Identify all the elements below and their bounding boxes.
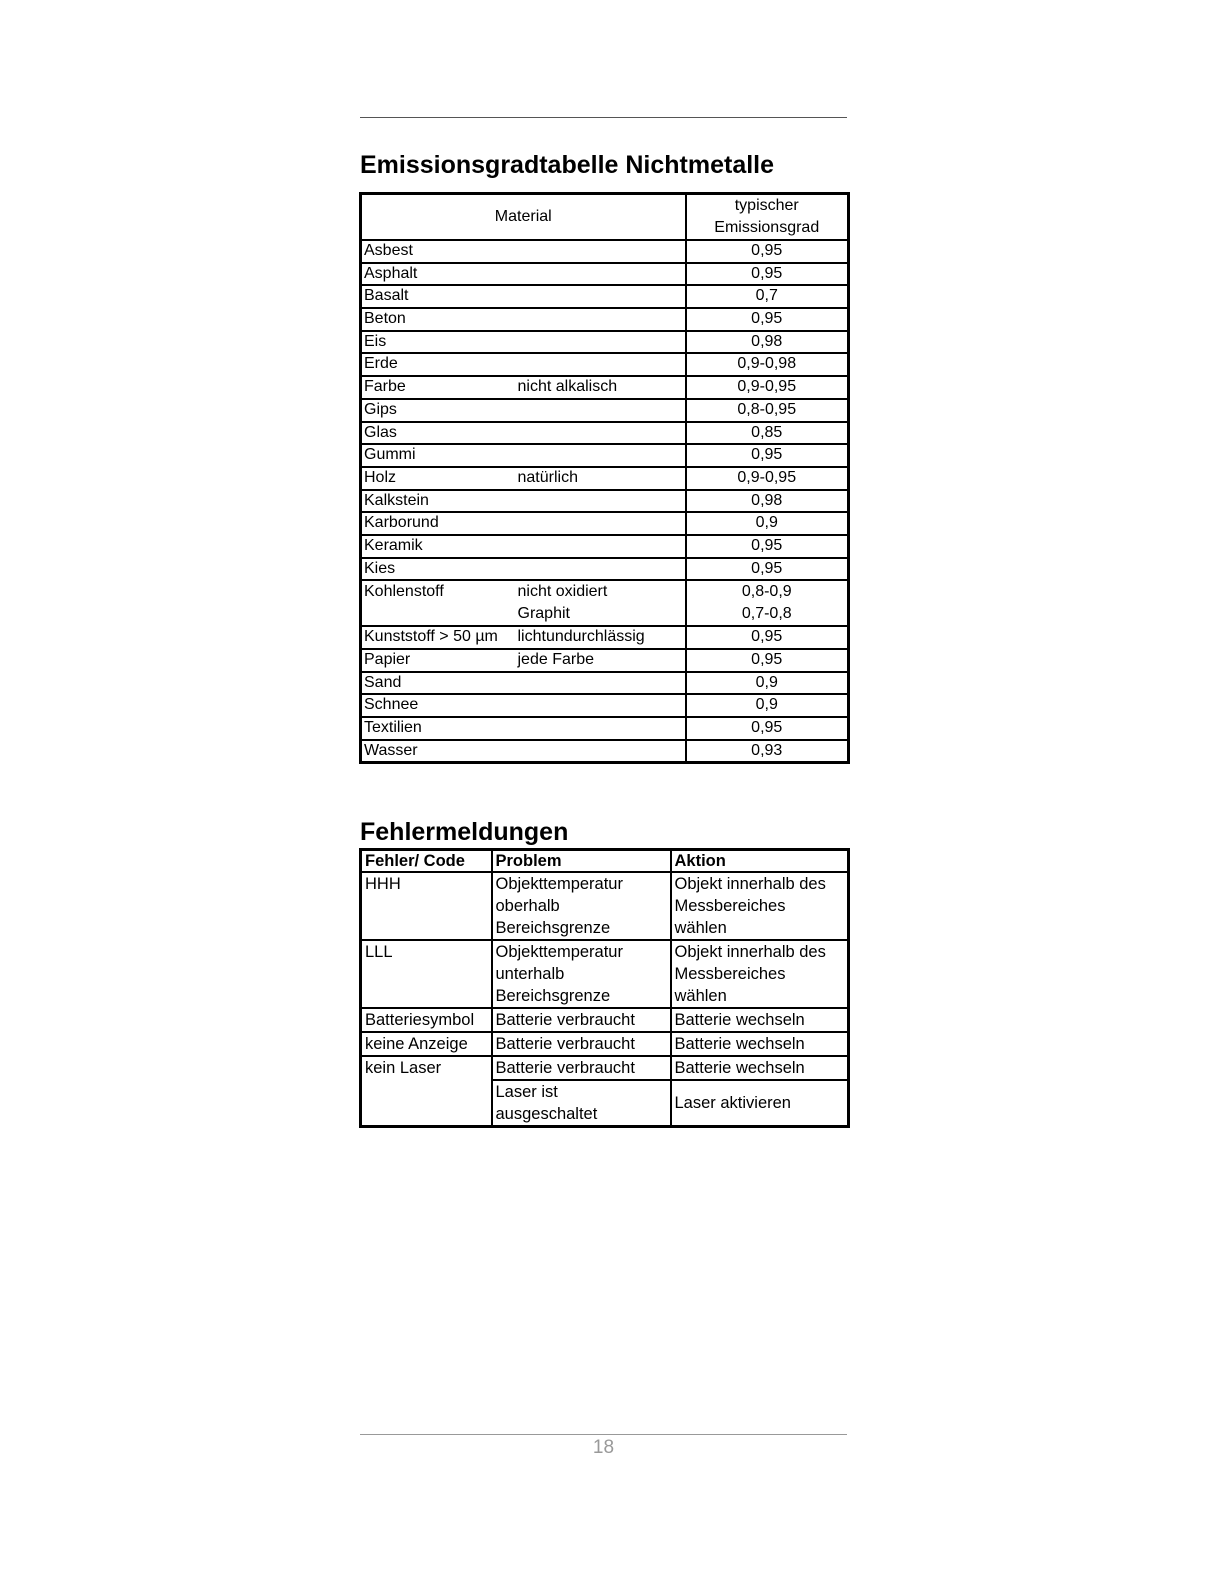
material-note-cell xyxy=(516,535,686,558)
material-cell: Asphalt xyxy=(361,263,516,286)
emission-row xyxy=(361,649,849,672)
emissivity-cell: 0,95 xyxy=(686,717,849,740)
error-row xyxy=(361,872,849,940)
emission-header-row xyxy=(361,194,849,241)
problem-line: Bereichsgrenze xyxy=(495,987,611,1005)
emission-row xyxy=(361,399,849,422)
emissivity-cell: 0,8-0,95 xyxy=(686,399,849,422)
emissivity-cell: 0,9 xyxy=(686,694,849,717)
emission-row xyxy=(361,535,849,558)
material-note-cell xyxy=(516,331,686,354)
emissivity-header-line1: typischer xyxy=(734,197,799,214)
material-cell: Wasser xyxy=(361,740,516,763)
emission-table xyxy=(359,192,850,764)
material-header: Material xyxy=(361,194,686,241)
error-code-cell: keine Anzeige xyxy=(361,1032,492,1056)
error-table-title: Fehlermeldungen xyxy=(360,818,569,846)
emissivity-cell: 0,95 xyxy=(686,240,849,263)
error-action-cell xyxy=(671,940,849,1008)
material-cell: Kunststoff > 50 µm xyxy=(361,626,516,649)
emissivity-header-line2: Emissionsgrad xyxy=(714,219,820,236)
error-row xyxy=(361,1032,849,1056)
material-note-cell: jede Farbe xyxy=(516,649,686,672)
action-line: Batterie wechseln xyxy=(674,1059,805,1077)
material-cell: Schnee xyxy=(361,694,516,717)
emission-row xyxy=(361,444,849,467)
error-header-row xyxy=(361,850,849,873)
emissivity-cell: 0,95 xyxy=(686,558,849,581)
material-cell: Glas xyxy=(361,422,516,445)
error-action-cell xyxy=(671,1008,849,1032)
emissivity-cell: 0,93 xyxy=(686,740,849,763)
material-note-cell xyxy=(516,558,686,581)
material-note-cell xyxy=(516,490,686,513)
problem-line: Batterie verbraucht xyxy=(495,1035,635,1053)
emission-row xyxy=(361,626,849,649)
emissivity-cell: 0,7 xyxy=(686,285,849,308)
material-cell: Eis xyxy=(361,331,516,354)
emissivity-cell: 0,95 xyxy=(686,444,849,467)
action-line: wählen xyxy=(674,987,727,1005)
emissivity-cell: 0,98 xyxy=(686,490,849,513)
emissivity-cell: 0,98 xyxy=(686,331,849,354)
error-action-cell xyxy=(671,872,849,940)
problem-line: unterhalb xyxy=(495,965,565,983)
emission-row xyxy=(361,490,849,513)
material-cell: Holz xyxy=(361,467,516,490)
material-note-cell xyxy=(516,399,686,422)
error-code-cell: Batteriesymbol xyxy=(361,1008,492,1032)
emission-row xyxy=(361,308,849,331)
emission-row xyxy=(361,694,849,717)
material-note-cell xyxy=(516,717,686,740)
emission-row xyxy=(361,467,849,490)
note-line: Graphit xyxy=(517,605,570,623)
material-note-cell xyxy=(516,263,686,286)
problem-line: Laser ist xyxy=(495,1083,558,1101)
emission-row xyxy=(361,717,849,740)
material-cell: Kohlenstoff xyxy=(361,580,516,626)
problem-line: Objekttemperatur xyxy=(495,943,623,961)
material-note-cell xyxy=(516,353,686,376)
problem-line: Batterie verbraucht xyxy=(495,1059,635,1077)
action-line: Batterie wechseln xyxy=(674,1035,805,1053)
header-rule xyxy=(360,117,847,118)
material-cell: Kies xyxy=(361,558,516,581)
emissivity-cell: 0,9-0,95 xyxy=(686,467,849,490)
action-line: wählen xyxy=(674,919,727,937)
problem-line: ausgeschaltet xyxy=(495,1105,598,1123)
error-problem-cell xyxy=(492,1032,671,1056)
material-cell: Textilien xyxy=(361,717,516,740)
material-note-cell xyxy=(516,580,686,626)
emission-table-title: Emissionsgradtabelle Nichtmetalle xyxy=(360,151,775,179)
emissivity-cell: 0,85 xyxy=(686,422,849,445)
material-cell: Beton xyxy=(361,308,516,331)
emissivity-cell xyxy=(686,580,849,626)
problem-line: Batterie verbraucht xyxy=(495,1011,635,1029)
emission-row xyxy=(361,376,849,399)
emission-row xyxy=(361,580,849,626)
material-note-cell xyxy=(516,444,686,467)
action-line: Objekt innerhalb des xyxy=(674,875,826,893)
error-code-cell: kein Laser xyxy=(361,1056,492,1080)
material-cell: Kalkstein xyxy=(361,490,516,513)
material-note-cell xyxy=(516,240,686,263)
emissivity-cell: 0,95 xyxy=(686,649,849,672)
emission-row xyxy=(361,740,849,763)
material-note-cell: nicht alkalisch xyxy=(516,376,686,399)
emission-row xyxy=(361,263,849,286)
material-cell: Keramik xyxy=(361,535,516,558)
action-line: Objekt innerhalb des xyxy=(674,943,826,961)
emission-row xyxy=(361,672,849,695)
emissivity-cell: 0,9-0,98 xyxy=(686,353,849,376)
emission-row xyxy=(361,512,849,535)
material-cell: Papier xyxy=(361,649,516,672)
material-note-cell xyxy=(516,308,686,331)
error-row xyxy=(361,1056,849,1080)
material-cell: Sand xyxy=(361,672,516,695)
error-problem-cell xyxy=(492,872,671,940)
value-line: 0,8-0,9 xyxy=(741,583,792,601)
problem-line: Bereichsgrenze xyxy=(495,919,611,937)
material-cell: Basalt xyxy=(361,285,516,308)
emissivity-cell: 0,95 xyxy=(686,535,849,558)
material-note-cell xyxy=(516,694,686,717)
material-note-cell: natürlich xyxy=(516,467,686,490)
error-table xyxy=(359,848,850,1128)
material-cell: Gummi xyxy=(361,444,516,467)
action-line: Messbereiches xyxy=(674,965,786,983)
error-row xyxy=(361,940,849,1008)
emission-row xyxy=(361,331,849,354)
error-action-cell xyxy=(671,1056,849,1080)
problem-header: Problem xyxy=(492,850,671,873)
emissivity-cell: 0,95 xyxy=(686,263,849,286)
code-header: Fehler/ Code xyxy=(361,850,492,873)
error-problem-cell xyxy=(492,1008,671,1032)
material-note-cell xyxy=(516,512,686,535)
error-action-cell xyxy=(671,1032,849,1056)
emissivity-header xyxy=(686,194,849,241)
material-note-cell xyxy=(516,672,686,695)
material-note-cell xyxy=(516,740,686,763)
error-action-cell: Laser aktivieren xyxy=(671,1080,849,1127)
error-code-cell: HHH xyxy=(361,872,492,940)
material-note-cell: lichtundurchlässig xyxy=(516,626,686,649)
emission-row xyxy=(361,353,849,376)
emission-row xyxy=(361,240,849,263)
note-line: nicht oxidiert xyxy=(517,583,608,601)
error-code-cell: LLL xyxy=(361,940,492,1008)
footer-rule xyxy=(360,1434,847,1435)
error-problem-cell xyxy=(492,1080,671,1127)
error-code-cell xyxy=(361,1080,492,1127)
emissivity-cell: 0,9 xyxy=(686,672,849,695)
material-note-cell xyxy=(516,285,686,308)
material-cell: Erde xyxy=(361,353,516,376)
error-problem-cell xyxy=(492,1056,671,1080)
material-cell: Karborund xyxy=(361,512,516,535)
emission-row xyxy=(361,422,849,445)
problem-line: oberhalb xyxy=(495,897,560,915)
emissivity-cell: 0,95 xyxy=(686,308,849,331)
action-line: Messbereiches xyxy=(674,897,786,915)
emission-row xyxy=(361,558,849,581)
material-cell: Farbe xyxy=(361,376,516,399)
page-number: 18 xyxy=(592,1437,615,1458)
material-cell: Gips xyxy=(361,399,516,422)
action-header: Aktion xyxy=(671,850,849,873)
error-row xyxy=(361,1080,849,1127)
error-row xyxy=(361,1008,849,1032)
emissivity-cell: 0,9-0,95 xyxy=(686,376,849,399)
emission-row xyxy=(361,285,849,308)
problem-line: Objekttemperatur xyxy=(495,875,623,893)
material-cell: Asbest xyxy=(361,240,516,263)
emissivity-cell: 0,9 xyxy=(686,512,849,535)
material-note-cell xyxy=(516,422,686,445)
emissivity-cell: 0,95 xyxy=(686,626,849,649)
value-line: 0,7-0,8 xyxy=(741,605,792,623)
action-line: Batterie wechseln xyxy=(674,1011,805,1029)
error-problem-cell xyxy=(492,940,671,1008)
